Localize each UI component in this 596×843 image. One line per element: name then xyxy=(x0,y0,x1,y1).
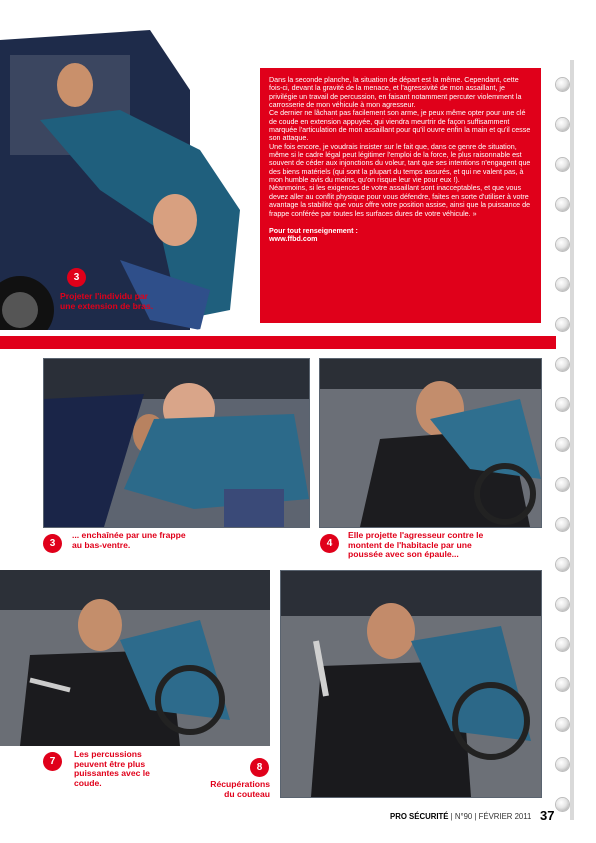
article-paragraph: Ce dernier ne lâchant pas facilement son arme, je peux même opter pour une clé de coude en extension appuyée, qui viendra meurtrir de façon suffisamment marquée l'articulation de mon assaillant pour qu'il ouvre enfin la main et qu'il cesse son attaque. xyxy=(269,109,531,143)
info-link[interactable]: www.ffbd.com xyxy=(269,235,318,244)
article-paragraph: Une fois encore, je voudrais insister sur le fait que, dans ce genre de situation, même si le cadre légal peut légitimer l'emploi de la force, le plus raisonnable est souvent de céder aux injonctions du voleur, tant que ses intentions n'engagent que des biens matériels (qui sont la plupart du temps assurés, et qui ne valent pas, à mon humble avis du moins, qu'on risque leur vie pour eux !). xyxy=(269,142,531,185)
binding-ring-icon xyxy=(556,478,569,491)
binding-ring-icon xyxy=(556,718,569,731)
binding-ring-icon xyxy=(556,158,569,171)
middle-red-bar xyxy=(0,336,556,349)
photo-arm-extension-image xyxy=(0,30,250,330)
step-number-badge: 7 xyxy=(43,752,62,771)
caption-step-3b: ... enchaînée par une frappe au bas-ventre. xyxy=(72,530,186,550)
binding-ring-icon xyxy=(556,598,569,611)
article-paragraph: Néanmoins, si les exigences de votre assaillant sont inacceptables, et que vous devez aller au conflit physique pour vous défendre, faites en sorte d'utiliser à votre avantage la stabilité que vous offre votre position assise, ainsi que la puissance de frappe conférée par toutes les surfaces dures de votre véhicule. » xyxy=(269,184,531,218)
step-number-badge: 3 xyxy=(67,268,86,287)
info-label: Pour tout renseignement : xyxy=(269,226,358,235)
photo-knife-image xyxy=(281,571,541,797)
binding-ring-icon xyxy=(556,518,569,531)
binding-ring-icon xyxy=(556,198,569,211)
binding-spine xyxy=(570,60,574,820)
binding-ring-icon xyxy=(556,398,569,411)
article-paragraph: Dans la seconde planche, la situation de départ est la même. Cependant, cette fois-ci, devant la gravité de la menace, et l'agressivité de mon assaillant, je privilégie un travail de percussion, en faisant notamment percuter violemment la carrosserie de mon véhicule à mon agresseur. xyxy=(269,76,522,110)
binding-ring-icon xyxy=(556,758,569,771)
photo-elbow-image xyxy=(0,570,270,746)
binding-ring-icon xyxy=(556,118,569,131)
article-text-box xyxy=(260,68,541,323)
binding-ring-icon xyxy=(556,678,569,691)
binding-ring-icon xyxy=(556,798,569,811)
page-footer xyxy=(390,812,531,821)
photo-knife-recovery xyxy=(280,570,542,798)
photo-elbow-strike xyxy=(0,570,270,746)
caption-step-3a: Projeter l'individu par une extension de bras. xyxy=(60,291,154,311)
binding-ring-icon xyxy=(556,438,569,451)
binding-ring-icon xyxy=(556,78,569,91)
issue-info: | N°90 | FÉVRIER 2011 xyxy=(450,812,532,821)
binding-ring-icon xyxy=(556,278,569,291)
binding-ring-icon xyxy=(556,238,569,251)
photo-strike-lower-abdomen xyxy=(43,358,310,528)
step-number-badge: 8 xyxy=(250,758,269,777)
photo-strike-image xyxy=(44,359,309,527)
binding-ring-icon xyxy=(556,558,569,571)
photo-arm-extension xyxy=(0,30,250,330)
caption-step-7: Les percussions peuvent être plus puissantes avec le coude. xyxy=(74,749,150,788)
magazine-name: PRO SÉCURITÉ xyxy=(390,812,449,821)
binding-ring-icon xyxy=(556,318,569,331)
binding-ring-icon xyxy=(556,358,569,371)
caption-step-8: Récupérations du couteau xyxy=(210,779,270,799)
photo-push-image xyxy=(320,359,541,527)
step-number-badge: 3 xyxy=(43,534,62,553)
caption-step-4: Elle projette l'agresseur contre le montent de l'habitacle par une poussée avec son épaule... xyxy=(348,530,484,560)
step-number-badge: 4 xyxy=(320,534,339,553)
page-number: 37 xyxy=(540,808,555,823)
photo-shoulder-push xyxy=(319,358,542,528)
binding-ring-icon xyxy=(556,638,569,651)
